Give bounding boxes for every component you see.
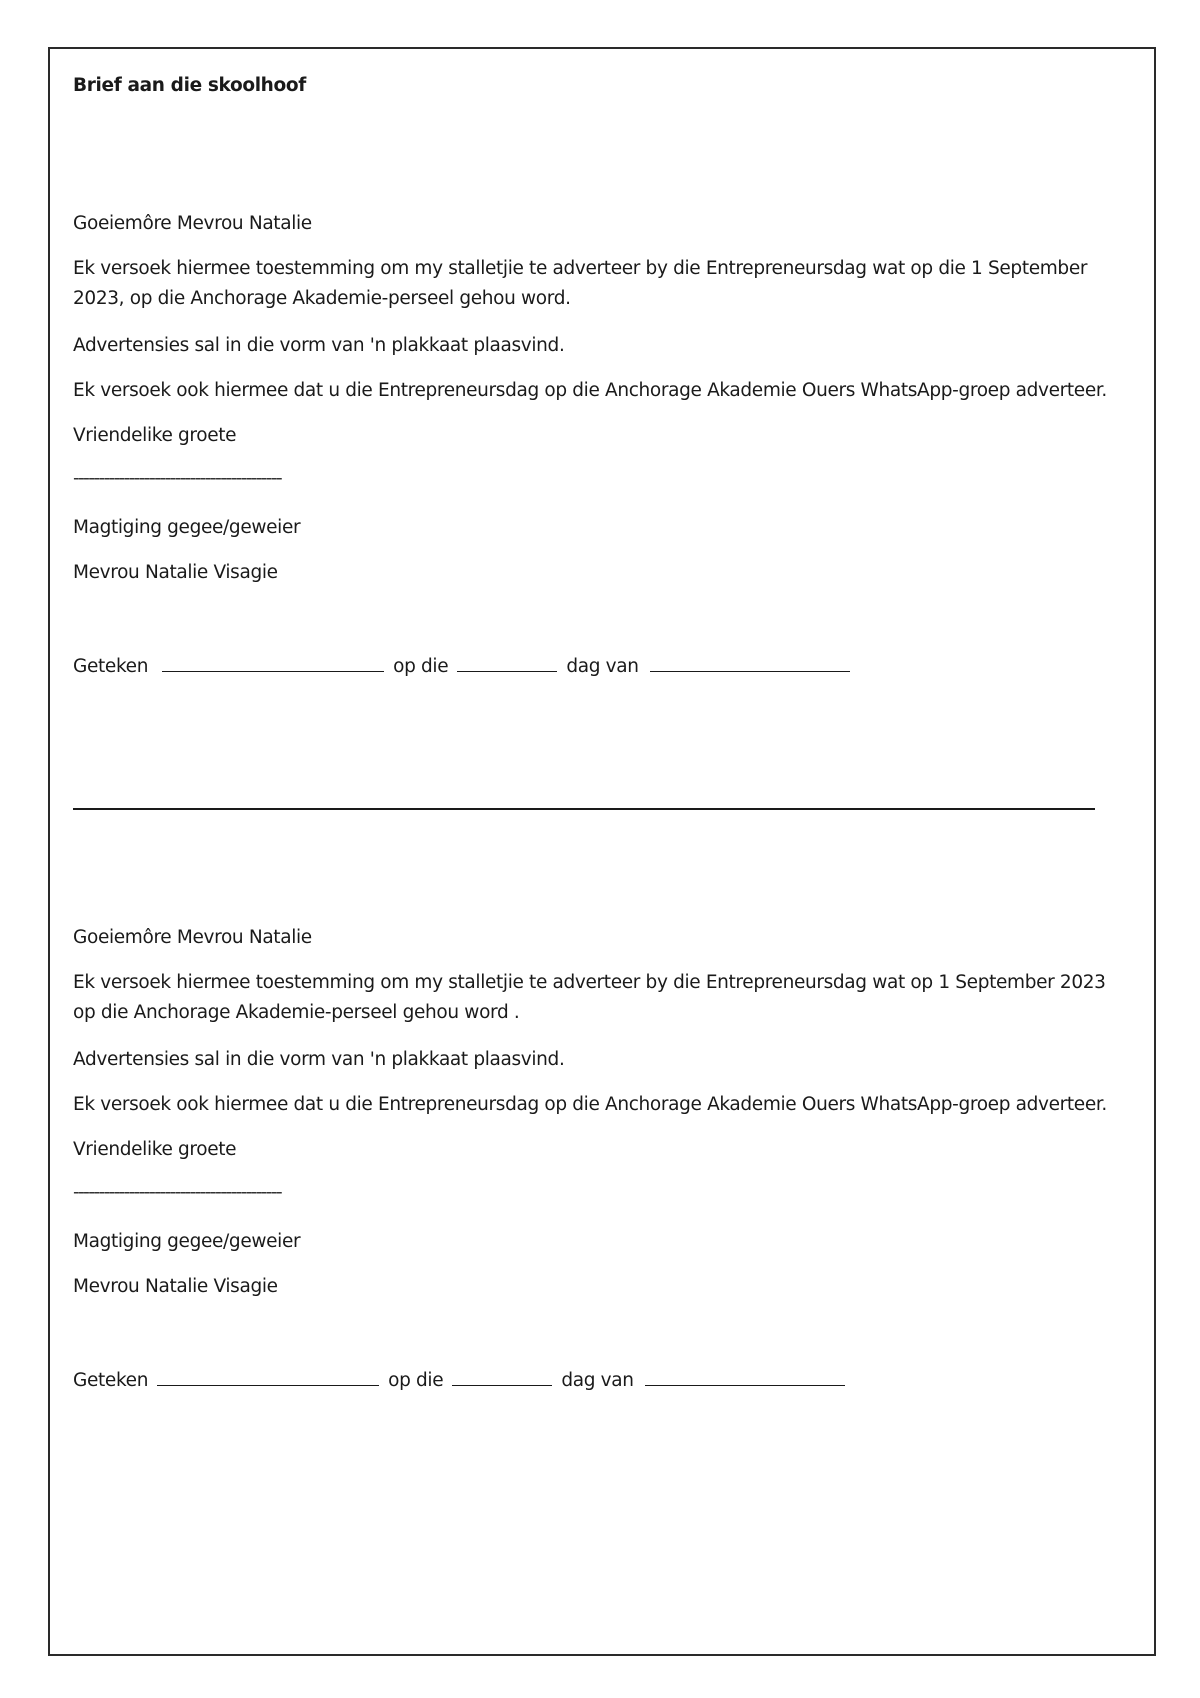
month-blank-1[interactable]: [650, 653, 850, 672]
greeting-1: Goeiemôre Mevrou Natalie: [73, 213, 312, 234]
signed-label-2: Geteken: [73, 1370, 149, 1391]
greeting-2: Goeiemôre Mevrou Natalie: [73, 927, 312, 948]
request-paragraph-2: Ek versoek hiermee toestemming om my stalletjie te adverteer by die Entrepreneursdag wat op 1 September 2023 op die Anchorage Akademie-perseel gehou word .: [73, 972, 1106, 1023]
day-blank-2[interactable]: [452, 1367, 552, 1386]
signature-blank-1[interactable]: [162, 653, 384, 672]
document-title: Brief aan die skoolhoof: [73, 75, 306, 96]
principal-name-2: Mevrou Natalie Visagie: [73, 1276, 278, 1297]
day-blank-1[interactable]: [457, 653, 557, 672]
on-the-label-2: op die: [388, 1370, 444, 1391]
signature-row-2: [73, 1367, 845, 1394]
whatsapp-request-2: Ek versoek ook hiermee dat u die Entrepreneursdag op die Anchorage Akademie Ouers WhatsApp-groep adverteer.: [73, 1094, 1107, 1115]
signature-row-1: [73, 653, 850, 680]
on-the-label-1: op die: [393, 656, 449, 677]
signature-dashes-1: -----------------------------------------: [73, 468, 282, 489]
day-of-label-1: dag van: [566, 656, 639, 677]
closing-1: Vriendelike groete: [73, 425, 237, 446]
request-paragraph-1: Ek versoek hiermee toestemming om my stalletjie te adverteer by die Entrepreneursdag wat op die 1 September 2023, op die Anchorage Akademie-perseel gehou word.: [73, 258, 1088, 309]
authorization-2: Magtiging gegee/geweier: [73, 1231, 301, 1252]
whatsapp-request-1: Ek versoek ook hiermee dat u die Entrepreneursdag op die Anchorage Akademie Ouers WhatsApp-groep adverteer.: [73, 380, 1107, 401]
day-of-label-2: dag van: [561, 1370, 634, 1391]
principal-name-1: Mevrou Natalie Visagie: [73, 562, 278, 583]
section-divider: [73, 808, 1095, 810]
signed-label-1: Geteken: [73, 656, 149, 677]
signature-dashes-2: -----------------------------------------: [73, 1182, 282, 1203]
signature-blank-2[interactable]: [157, 1367, 379, 1386]
month-blank-2[interactable]: [645, 1367, 845, 1386]
advert-form-2: Advertensies sal in die vorm van 'n plakkaat plaasvind.: [73, 1049, 565, 1070]
advert-form-1: Advertensies sal in die vorm van 'n plakkaat plaasvind.: [73, 335, 565, 356]
closing-2: Vriendelike groete: [73, 1139, 237, 1160]
authorization-1: Magtiging gegee/geweier: [73, 517, 301, 538]
